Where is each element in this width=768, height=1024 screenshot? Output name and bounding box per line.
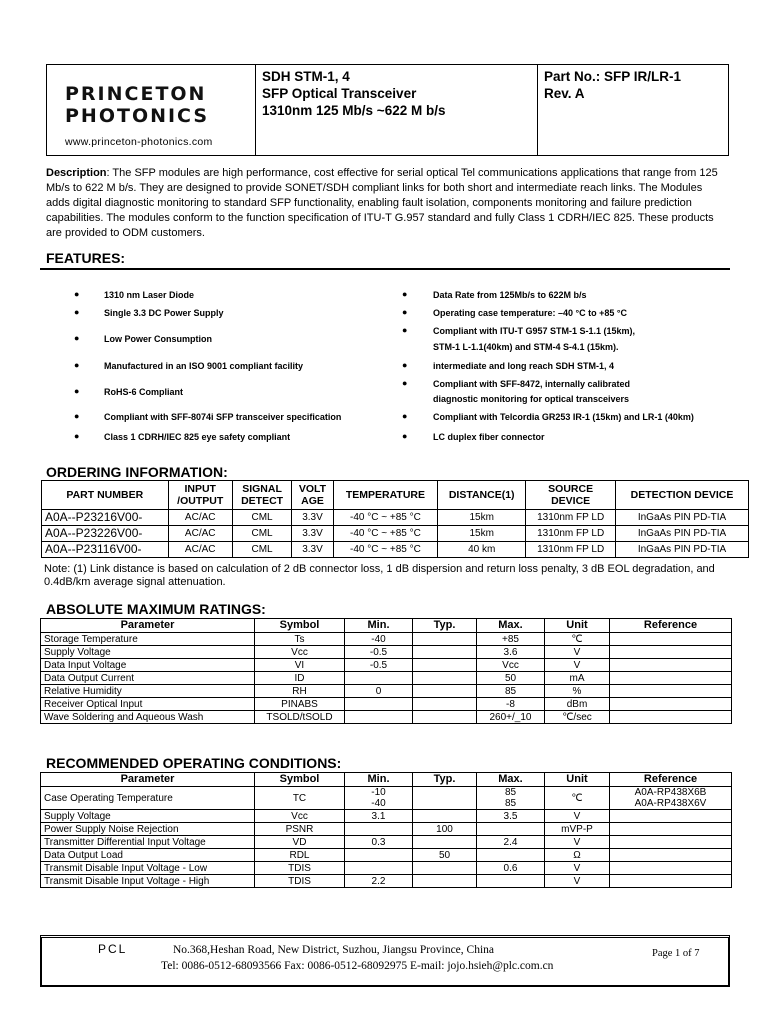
table-cell: 3.6 [477,646,545,659]
bullet-icon: ● [402,411,408,421]
title-line3: 1310nm 125 Mb/s ~622 M b/s [262,103,446,118]
column-header: PART NUMBER [42,481,169,510]
column-header: Max. [477,619,545,633]
table-row [42,526,749,542]
table-row [41,711,732,724]
title-line2: SFP Optical Transceiver [262,86,417,101]
table-cell: mA [545,672,610,685]
table-row [41,823,732,836]
features-rule [40,268,730,270]
column-header: DISTANCE(1) [438,481,526,510]
ordering-note: Note: (1) Link distance is based on calculation of 2 dB connector loss, 1 dB dispersion and return loss penalty, 3 dB EOL degradation, and 0.4dB/km average signal attenuation. [44,563,715,588]
table-cell: -0.5 [345,646,413,659]
bullet-icon: ● [74,289,80,299]
table-cell: PSNR [255,823,345,836]
feature-item-right: intermediate and long reach SDH STM-1, 4 [433,361,615,371]
table-row [41,685,732,698]
table-row [41,787,732,810]
table-cell: 0.3 [345,836,413,849]
table-cell: Vcc [255,646,345,659]
table-cell: TSOLD/tSOLD [255,711,345,724]
table-cell: 50 [477,672,545,685]
table-cell: AC/AC [168,510,232,526]
table-cell: 1310nm FP LD [526,526,616,542]
table-cell: InGaAs PIN PD-TIA [616,526,749,542]
table-cell [413,698,477,711]
description-paragraph [46,166,726,241]
table-cell: mVP-P [545,823,610,836]
table-cell: +85 [477,633,545,646]
table-cell: 3.3V [292,526,333,542]
feature-item-left: Single 3.3 DC Power Supply [104,308,224,318]
table-cell [345,711,413,724]
table-cell: 100 [413,823,477,836]
table-cell: 0 [345,685,413,698]
column-header: Typ. [413,619,477,633]
table-cell: A0A--P23116V00- [42,542,169,558]
rec-op-table [40,772,732,888]
table-cell: ℃ [545,787,610,810]
title-cell [256,65,538,155]
table-cell: AC/AC [168,542,232,558]
footer-contact: Tel: 0086-0512-68093566 Fax: 0086-0512-68092975 E-mail: jojo.hsieh@plc.com.cn [161,960,554,972]
table-cell: 85 [477,685,545,698]
table-cell [610,685,732,698]
table-cell [477,849,545,862]
bullet-icon: ● [402,431,408,441]
table-cell: 2.2 [345,875,413,888]
table-cell: Supply Voltage [41,810,255,823]
table-cell: TC [255,787,345,810]
bullet-icon: ● [74,360,80,370]
table-cell [345,862,413,875]
column-header: Min. [345,619,413,633]
table-cell: Storage Temperature [41,633,255,646]
logo-text-line1: PRINCETON [65,83,207,105]
table-cell: 0.6 [477,862,545,875]
table-cell: 3.1 [345,810,413,823]
table-cell [477,875,545,888]
column-header: Unit [545,619,610,633]
bullet-icon: ● [402,325,408,335]
table-cell: PINABS [255,698,345,711]
table-cell: Relative Humidity [41,685,255,698]
bullet-icon: ● [74,307,80,317]
column-header: Parameter [41,619,255,633]
table-cell: 3.5 [477,810,545,823]
feature-item-right: Compliant with Telcordia GR253 IR-1 (15km) and LR-1 (40km) [433,412,694,422]
table-cell: Ω [545,849,610,862]
table-cell: 3.3V [292,510,333,526]
table-cell: 1310nm FP LD [526,510,616,526]
table-cell: 50 [413,849,477,862]
table-cell [610,823,732,836]
footer-box [40,935,730,987]
table-cell: dBm [545,698,610,711]
table-cell [345,698,413,711]
table-cell [413,646,477,659]
table-cell [610,836,732,849]
table-cell: Supply Voltage [41,646,255,659]
column-header: SIGNAL DETECT [232,481,291,510]
bullet-icon: ● [74,333,80,343]
abs-max-table [40,618,732,724]
table-cell [413,711,477,724]
feature-item-right: Data Rate from 125Mb/s to 622M b/s [433,290,587,300]
table-cell: VI [255,659,345,672]
title-line1: SDH STM-1, 4 [262,69,350,84]
features-heading: FEATURES: [46,250,126,266]
column-header: TEMPERATURE [333,481,437,510]
bullet-icon: ● [402,289,408,299]
table-cell: V [545,810,610,823]
table-cell [413,685,477,698]
table-cell: Power Supply Noise Rejection [41,823,255,836]
table-cell: Vcc [255,810,345,823]
logo-text-line2: PHOTONICS [65,105,210,127]
table-row [41,849,732,862]
bullet-icon: ● [74,411,80,421]
table-cell [610,862,732,875]
table-cell: V [545,659,610,672]
column-header: Max. [477,773,545,787]
table-cell [610,646,732,659]
feature-item-left: Compliant with SFF-8074i SFP transceiver specification [104,412,342,422]
table-cell: 85 85 [477,787,545,810]
table-cell: Data Output Load [41,849,255,862]
column-header: Reference [610,619,732,633]
table-cell [413,836,477,849]
feature-item-right: diagnostic monitoring for optical transceivers [433,394,630,404]
revision: Rev. A [544,86,585,101]
table-cell: A0A--P23216V00- [42,510,169,526]
table-cell [413,875,477,888]
feature-item-left: Low Power Consumption [104,334,212,344]
table-cell: VD [255,836,345,849]
table-cell [413,633,477,646]
table-cell: ℃ [545,633,610,646]
bullet-icon: ● [402,360,408,370]
table-cell: -40 °C ~ +85 °C [333,526,437,542]
table-cell [413,672,477,685]
feature-item-right: Compliant with SFF-8472, internally calibrated [433,379,631,389]
table-row [41,672,732,685]
table-cell: 1310nm FP LD [526,542,616,558]
table-cell: TDIS [255,875,345,888]
table-cell: CML [232,510,291,526]
table-cell [610,711,732,724]
feature-item-right: STM-1 L-1.1(40km) and STM-4 S-4.1 (15km). [433,342,619,352]
table-cell: V [545,862,610,875]
table-cell: Case Operating Temperature [41,787,255,810]
table-cell: CML [232,542,291,558]
table-cell [610,659,732,672]
table-cell [610,672,732,685]
table-cell: TDIS [255,862,345,875]
table-cell: Data Input Voltage [41,659,255,672]
feature-item-left: 1310 nm Laser Diode [104,290,195,300]
column-header: INPUT /OUTPUT [168,481,232,510]
table-cell [610,875,732,888]
table-cell: 15km [438,510,526,526]
table-cell: 2.4 [477,836,545,849]
column-header: Unit [545,773,610,787]
table-row [41,875,732,888]
column-header: Reference [610,773,732,787]
feature-item-left: Class 1 CDRH/IEC 825 eye safety compliant [104,432,291,442]
table-cell: Transmitter Differential Input Voltage [41,836,255,849]
table-cell [610,698,732,711]
table-cell: ℃/sec [545,711,610,724]
table-cell: Transmit Disable Input Voltage - Low [41,862,255,875]
table-cell: Receiver Optical Input [41,698,255,711]
table-cell: CML [232,526,291,542]
website-link[interactable]: www.princeton-photonics.com [65,136,213,148]
feature-item-left: Manufactured in an ISO 9001 compliant facility [104,361,304,371]
part-cell [538,65,728,155]
table-cell: InGaAs PIN PD-TIA [616,542,749,558]
table-row [41,810,732,823]
table-cell [413,862,477,875]
table-row [41,659,732,672]
feature-item-right: LC duplex fiber connector [433,432,545,442]
table-cell: V [545,875,610,888]
table-row [41,633,732,646]
table-cell: 3.3V [292,542,333,558]
footer-address: No.368,Heshan Road, New District, Suzhou, Jiangsu Province, China [173,944,495,956]
table-cell: -40 °C ~ +85 °C [333,510,437,526]
rec-op-heading: RECOMMENDED OPERATING CONDITIONS: [46,755,342,771]
column-header: Symbol [255,773,345,787]
header-box [46,64,729,156]
feature-item-right: Compliant with ITU-T G957 STM-1 S-1.1 (15km), [433,326,636,336]
table-cell: V [545,646,610,659]
description-label: Description [46,167,107,179]
table-cell: -0.5 [345,659,413,672]
column-header: Min. [345,773,413,787]
column-header: Typ. [413,773,477,787]
table-cell [477,823,545,836]
table-row [41,836,732,849]
table-cell: 260+/_10 [477,711,545,724]
table-cell: -40 [345,633,413,646]
table-cell: Ts [255,633,345,646]
table-cell [610,810,732,823]
ordering-heading: ORDERING INFORMATION: [46,464,228,480]
table-cell: Transmit Disable Input Voltage - High [41,875,255,888]
table-cell [413,787,477,810]
table-cell: A0A-RP438X6B A0A-RP438X6V [610,787,732,810]
table-row [41,698,732,711]
table-cell [610,849,732,862]
table-cell: Vcc [477,659,545,672]
feature-item-right: Operating case temperature: –40 °C to +85 °C [433,308,628,318]
logo-cell [47,65,256,155]
table-cell: AC/AC [168,526,232,542]
table-row [41,862,732,875]
table-cell: InGaAs PIN PD-TIA [616,510,749,526]
table-cell: Data Output Current [41,672,255,685]
description-text: : The SFP modules are high performance, cost effective for serial optical Tel communications applications that range from 125 Mb/s to 622 M b/s. They are designed to provide SONET/SDH compliant links for both short and intermediate reach links. The Modules adds digital diagnostic monitoring to standard SFP functionality, enabling fault isolation, components monitoring and failure prediction capabilities. The modules conform to the function specification of ITU-T G.957 standard and fully Class 1 CDRH/IEC 825. These products are provided to ODM customers. [46,167,718,239]
ordering-table [41,480,749,558]
bullet-icon: ● [402,307,408,317]
column-header: VOLT AGE [292,481,333,510]
table-cell [345,672,413,685]
column-header: DETECTION DEVICE [616,481,749,510]
table-cell [345,823,413,836]
column-header: SOURCE DEVICE [526,481,616,510]
footer-company: PCL [98,942,128,956]
table-cell [413,659,477,672]
bullet-icon: ● [402,378,408,388]
abs-max-heading: ABSOLUTE MAXIMUM RATINGS: [46,601,266,617]
table-cell: -40 °C ~ +85 °C [333,542,437,558]
table-cell [610,633,732,646]
table-cell: Wave Soldering and Aqueous Wash [41,711,255,724]
table-cell [345,849,413,862]
table-row [41,646,732,659]
table-cell: A0A--P23226V00- [42,526,169,542]
table-cell: -10 -40 [345,787,413,810]
table-cell: 40 km [438,542,526,558]
page-number: Page 1 of 7 [652,948,700,959]
table-cell: ID [255,672,345,685]
table-cell: V [545,836,610,849]
bullet-icon: ● [74,386,80,396]
table-row [42,510,749,526]
table-cell: -8 [477,698,545,711]
table-row [42,542,749,558]
column-header: Parameter [41,773,255,787]
column-header: Symbol [255,619,345,633]
table-cell: 15km [438,526,526,542]
table-cell: % [545,685,610,698]
table-cell: RDL [255,849,345,862]
table-cell: RH [255,685,345,698]
bullet-icon: ● [74,431,80,441]
part-number: Part No.: SFP IR/LR-1 [544,69,682,84]
feature-item-left: RoHS-6 Compliant [104,387,184,397]
table-cell [413,810,477,823]
